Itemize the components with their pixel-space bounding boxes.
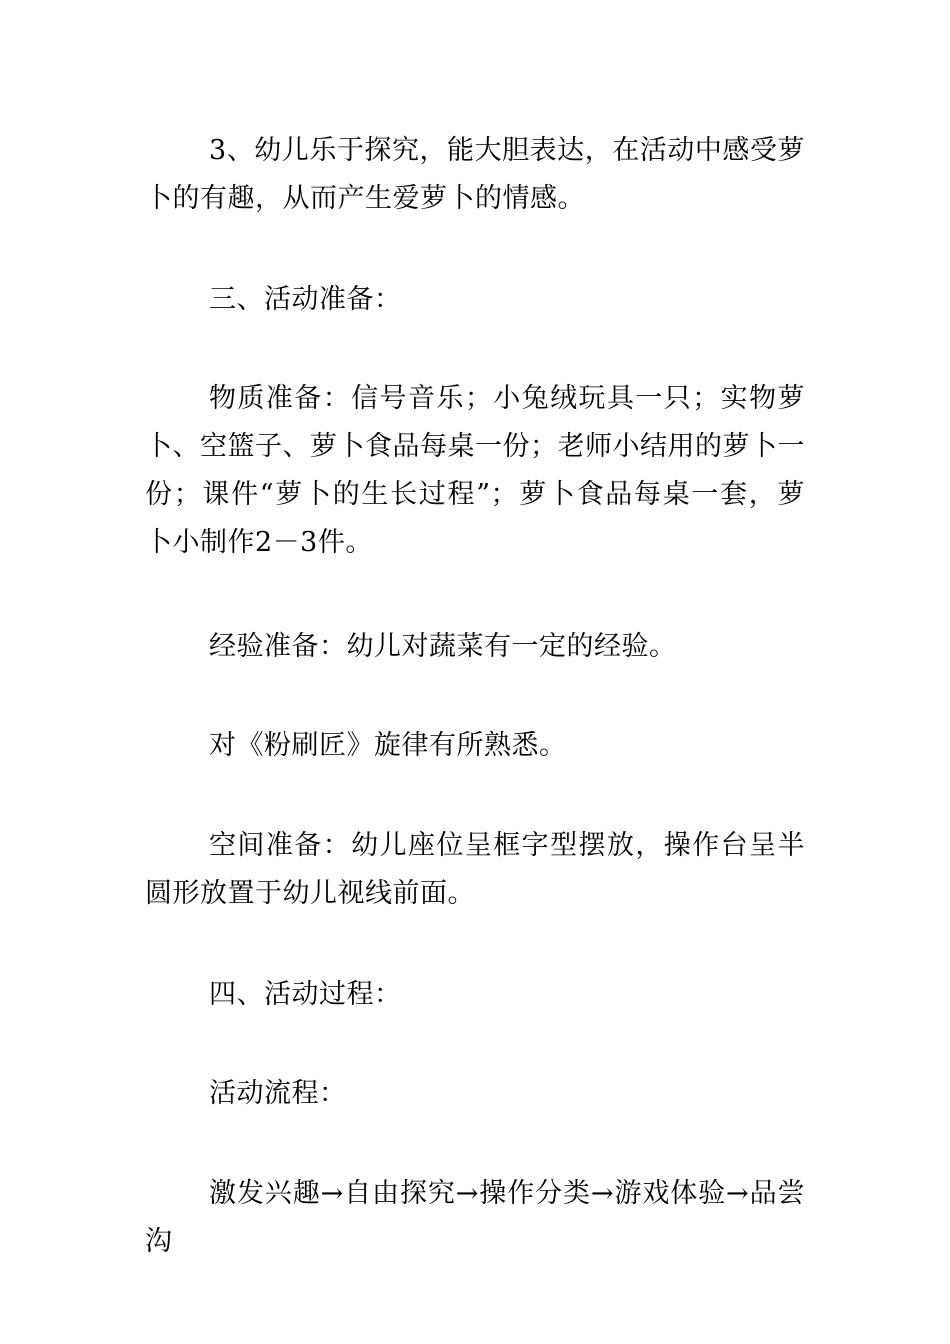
heading-activity-preparation: 三、活动准备： [209,284,402,315]
paragraph-activity-flow-label: 活动流程： [209,1078,347,1109]
paragraph-melody-familiarity: 对《粉刷匠》旋律有所熟悉。 [209,730,567,761]
paragraph-space-preparation: 空间准备：幼儿座位呈框字型摆放，操作台呈半圆形放置于幼儿视线前面。 [145,830,805,909]
paragraph-material-preparation: 物质准备：信号音乐；小兔绒玩具一只；实物萝卜、空篮子、萝卜食品每桌一份；老师小结用的萝卜一份；课件“萝卜的生长过程”；萝卜食品每桌一套，萝卜小制作2－3件。 [145,383,805,558]
paragraph-goal-3: 3、幼儿乐于探究，能大胆表达，在活动中感受萝卜的有趣，从而产生爱萝卜的情感。 [145,135,805,214]
heading-activity-process: 四、活动过程： [209,979,402,1010]
paragraph-experience-preparation: 经验准备：幼儿对蔬菜有一定的经验。 [209,631,677,662]
paragraph-activity-flow: 激发兴趣→自由探究→操作分类→游戏体验→品尝沟 [145,1178,805,1257]
